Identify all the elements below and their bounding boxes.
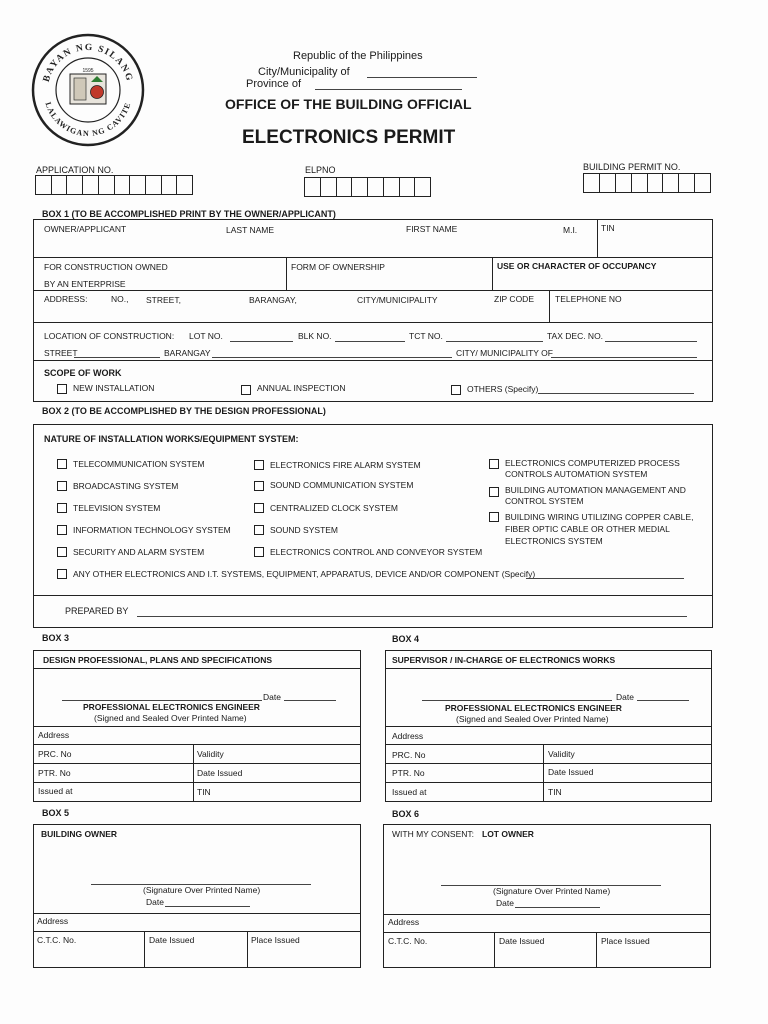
city2-label: CITY/ MUNICIPALITY OF	[456, 348, 553, 358]
box6-address-label: Address	[388, 917, 420, 927]
lot-no-field[interactable]	[230, 341, 293, 342]
building-automation-label-1: BUILDING AUTOMATION MANAGEMENT AND	[505, 485, 686, 495]
zip-code-label: ZIP CODE	[494, 294, 534, 304]
annual-inspection-label: ANNUAL INSPECTION	[257, 383, 346, 393]
others-specify-field[interactable]	[538, 393, 694, 394]
application-no-label: APPLICATION NO.	[36, 165, 114, 175]
box4-signature-line[interactable]	[422, 700, 612, 701]
street2-label: STREET	[44, 348, 78, 358]
computerized-process-checkbox[interactable]	[489, 459, 499, 469]
any-other-label: ANY OTHER ELECTRONICS AND I.T. SYSTEMS, EQUIPMENT, APPARATUS, DEVICE AND/OR COMPONENT (Specify)	[73, 569, 536, 579]
street2-field[interactable]	[74, 357, 160, 358]
box4-prc-label: PRC. No	[392, 750, 426, 760]
box3-tin-label: TIN	[197, 787, 211, 797]
svg-text:LALAWIGAN NG CAVITE	[43, 101, 132, 138]
owner-name-field[interactable]	[40, 236, 595, 256]
box4-label: BOX 4	[392, 634, 420, 644]
province-label: Province of	[246, 78, 302, 90]
broadcasting-label: BROADCASTING SYSTEM	[73, 481, 179, 491]
first-name-label: FIRST NAME	[406, 224, 458, 234]
blk-no-field[interactable]	[335, 341, 405, 342]
box5-date-field[interactable]	[165, 906, 250, 907]
page-title: ELECTRONICS PERMIT	[242, 127, 456, 148]
building-wiring-label-2: FIBER OPTIC CABLE OR OTHER MEDIAL	[505, 524, 670, 534]
owner-applicant-label: OWNER/APPLICANT	[44, 224, 127, 234]
fire-alarm-label: ELECTRONICS FIRE ALARM SYSTEM	[270, 460, 421, 470]
box6-label: BOX 6	[392, 809, 420, 819]
any-other-checkbox[interactable]	[57, 569, 67, 579]
barangay2-field[interactable]	[212, 357, 452, 358]
box5-date-issued-label: Date Issued	[149, 935, 195, 945]
city-label: City/Municipality of	[258, 66, 350, 78]
elp-no-label: ELPNO	[305, 165, 336, 175]
security-alarm-label: SECURITY AND ALARM SYSTEM	[73, 547, 205, 557]
sound-system-checkbox[interactable]	[254, 525, 264, 535]
building-wiring-checkbox[interactable]	[489, 512, 499, 522]
information-technology-label: INFORMATION TECHNOLOGY SYSTEM	[73, 525, 231, 535]
box2-title: BOX 2 (TO BE ACCOMPLISHED BY THE DESIGN PROFESSIONAL)	[42, 406, 326, 416]
prepared-by-frame	[33, 596, 713, 628]
sound-communication-label: SOUND COMMUNICATION SYSTEM	[270, 480, 414, 490]
building-automation-checkbox[interactable]	[489, 487, 499, 497]
broadcasting-checkbox[interactable]	[57, 481, 67, 491]
elp-no-field[interactable]	[304, 177, 431, 197]
box4-tin-label: TIN	[548, 787, 562, 797]
barangay-label: BARANGAY,	[249, 295, 297, 305]
scope-frame	[33, 361, 713, 402]
box3-engineer: PROFESSIONAL ELECTRONICS ENGINEER	[83, 702, 260, 712]
box4-header: SUPERVISOR / IN-CHARGE OF ELECTRONICS WORKS	[392, 655, 616, 665]
box6-signature-label: (Signature Over Printed Name)	[493, 886, 611, 896]
others-label: OTHERS (Specify)	[467, 384, 539, 394]
box3-label: BOX 3	[42, 633, 70, 643]
tax-dec-no-field[interactable]	[605, 341, 697, 342]
sound-communication-checkbox[interactable]	[254, 481, 264, 491]
others-checkbox[interactable]	[451, 385, 461, 395]
application-no-field[interactable]	[35, 175, 193, 195]
office-title: OFFICE OF THE BUILDING OFFICIAL	[225, 96, 472, 112]
box3-header: DESIGN PROFESSIONAL, PLANS AND SPECIFICATIONS	[43, 655, 273, 665]
box3-issued-at-label: Issued at	[38, 786, 73, 796]
building-wiring-label-3: ELECTRONICS SYSTEM	[505, 536, 603, 546]
tct-no-field[interactable]	[446, 341, 543, 342]
box4-date-label: Date	[616, 692, 634, 702]
republic-text: Republic of the Philippines	[293, 50, 423, 62]
city-municipality-label: CITY/MUNICIPALITY	[357, 295, 438, 305]
telephone-no-label: TELEPHONE NO	[555, 294, 622, 304]
box5-label: BOX 5	[42, 808, 70, 818]
box3-date-label: Date	[263, 692, 281, 702]
box3-prc-label: PRC. No	[38, 749, 72, 759]
box4-date-field[interactable]	[637, 700, 689, 701]
box5-address-label: Address	[37, 916, 69, 926]
sound-system-label: SOUND SYSTEM	[270, 525, 339, 535]
television-label: TELEVISION SYSTEM	[73, 503, 161, 513]
seal-bottom-text: LALAWIGAN NG CAVITE	[43, 100, 133, 139]
box3-date-issued-label: Date Issued	[197, 768, 243, 778]
city-blank[interactable]	[367, 77, 477, 78]
box5-header: BUILDING OWNER	[41, 829, 118, 839]
box4-issued-at-label: Issued at	[392, 787, 427, 797]
form-of-ownership-label: FORM OF OWNERSHIP	[291, 262, 385, 272]
building-permit-no-label: BUILDING PERMIT NO.	[583, 162, 681, 172]
box6-place-issued-label: Place Issued	[601, 936, 650, 946]
box3-signature-line[interactable]	[62, 700, 262, 701]
box3-date-field[interactable]	[284, 700, 336, 701]
prepared-by-field[interactable]	[137, 616, 687, 617]
city2-field[interactable]	[551, 357, 697, 358]
control-conveyor-checkbox[interactable]	[254, 547, 264, 557]
seal-year: 1595	[82, 68, 94, 74]
province-blank[interactable]	[315, 89, 462, 90]
no-label: NO.,	[111, 294, 129, 304]
location-label: LOCATION OF CONSTRUCTION:	[44, 331, 175, 341]
box6-consent-label: WITH MY CONSENT:	[392, 829, 475, 839]
computerized-process-label-2: CONTROLS AUTOMATION SYSTEM	[505, 469, 648, 479]
fire-alarm-checkbox[interactable]	[254, 460, 264, 470]
box4-date-issued-label: Date Issued	[548, 767, 594, 777]
television-checkbox[interactable]	[57, 503, 67, 513]
seal-top-text: BAYAN NG SILANG	[41, 42, 135, 84]
control-conveyor-label: ELECTRONICS CONTROL AND CONVEYOR SYSTEM	[270, 547, 483, 557]
barangay2-label: BARANGAY	[164, 348, 211, 358]
centralized-clock-label: CENTRALIZED CLOCK SYSTEM	[270, 503, 398, 513]
box4-engineer: PROFESSIONAL ELECTRONICS ENGINEER	[445, 703, 622, 713]
security-alarm-checkbox[interactable]	[57, 547, 67, 557]
use-character-label: USE OR CHARACTER OF OCCUPANCY	[497, 261, 657, 271]
box4-ptr-label: PTR. No	[392, 768, 425, 778]
box6-date-label: Date	[496, 898, 514, 908]
prepared-by-label: PREPARED BY	[65, 606, 129, 616]
nature-title: NATURE OF INSTALLATION WORKS/EQUIPMENT SYSTEM:	[44, 434, 299, 444]
address-label: ADDRESS:	[44, 294, 88, 304]
blk-no-label: BLK NO.	[298, 331, 332, 341]
box6-frame	[383, 824, 711, 968]
box1-title: BOX 1 (TO BE ACCOMPLISHED PRINT BY THE OWNER/APPLICANT)	[42, 209, 336, 219]
box3-signed: (Signed and Sealed Over Printed Name)	[94, 713, 247, 723]
scope-title: SCOPE OF WORK	[44, 368, 122, 378]
box6-lot-owner-label: LOT OWNER	[482, 829, 534, 839]
box3-validity-label: Validity	[197, 749, 224, 759]
box4-address-label: Address	[392, 731, 424, 741]
box6-ctc-label: C.T.C. No.	[388, 936, 428, 946]
annual-inspection-checkbox[interactable]	[241, 385, 251, 395]
tct-no-label: TCT NO.	[409, 331, 443, 341]
lot-no-label: LOT NO.	[189, 331, 223, 341]
information-technology-checkbox[interactable]	[57, 525, 67, 535]
box4-signed: (Signed and Sealed Over Printed Name)	[456, 714, 609, 724]
construction-owned-label: FOR CONSTRUCTION OWNED	[44, 262, 168, 272]
building-permit-no-field[interactable]	[583, 173, 711, 193]
box5-place-issued-label: Place Issued	[251, 935, 300, 945]
box3-ptr-label: PTR. No	[38, 768, 71, 778]
box6-date-issued-label: Date Issued	[499, 936, 545, 946]
telecommunication-checkbox[interactable]	[57, 459, 67, 469]
box5-ctc-label: C.T.C. No.	[37, 935, 77, 945]
any-other-specify-field[interactable]	[526, 578, 684, 579]
box3-address-label: Address	[38, 730, 70, 740]
box5-frame	[33, 824, 361, 968]
street-label: STREET,	[146, 295, 181, 305]
new-installation-checkbox[interactable]	[57, 384, 67, 394]
new-installation-label: NEW INSTALLATION	[73, 383, 155, 393]
building-wiring-label-1: BUILDING WIRING UTILIZING COPPER CABLE,	[505, 512, 694, 522]
tin-label: TIN	[601, 223, 615, 233]
box4-validity-label: Validity	[548, 749, 575, 759]
building-automation-label-2: CONTROL SYSTEM	[505, 496, 584, 506]
centralized-clock-checkbox[interactable]	[254, 503, 264, 513]
box5-signature-label: (Signature Over Printed Name)	[143, 885, 261, 895]
by-enterprise-label: BY AN ENTERPRISE	[44, 279, 126, 289]
computerized-process-label-1: ELECTRONICS COMPUTERIZED PROCESS	[505, 458, 680, 468]
tax-dec-no-label: TAX DEC. NO.	[547, 331, 604, 341]
telecommunication-label: TELECOMMUNICATION SYSTEM	[73, 459, 205, 469]
mi-label: M.I.	[563, 225, 578, 235]
municipal-seal	[30, 32, 146, 148]
box6-date-field[interactable]	[515, 907, 600, 908]
box5-date-label: Date	[146, 897, 164, 907]
last-name-label: LAST NAME	[226, 225, 275, 235]
